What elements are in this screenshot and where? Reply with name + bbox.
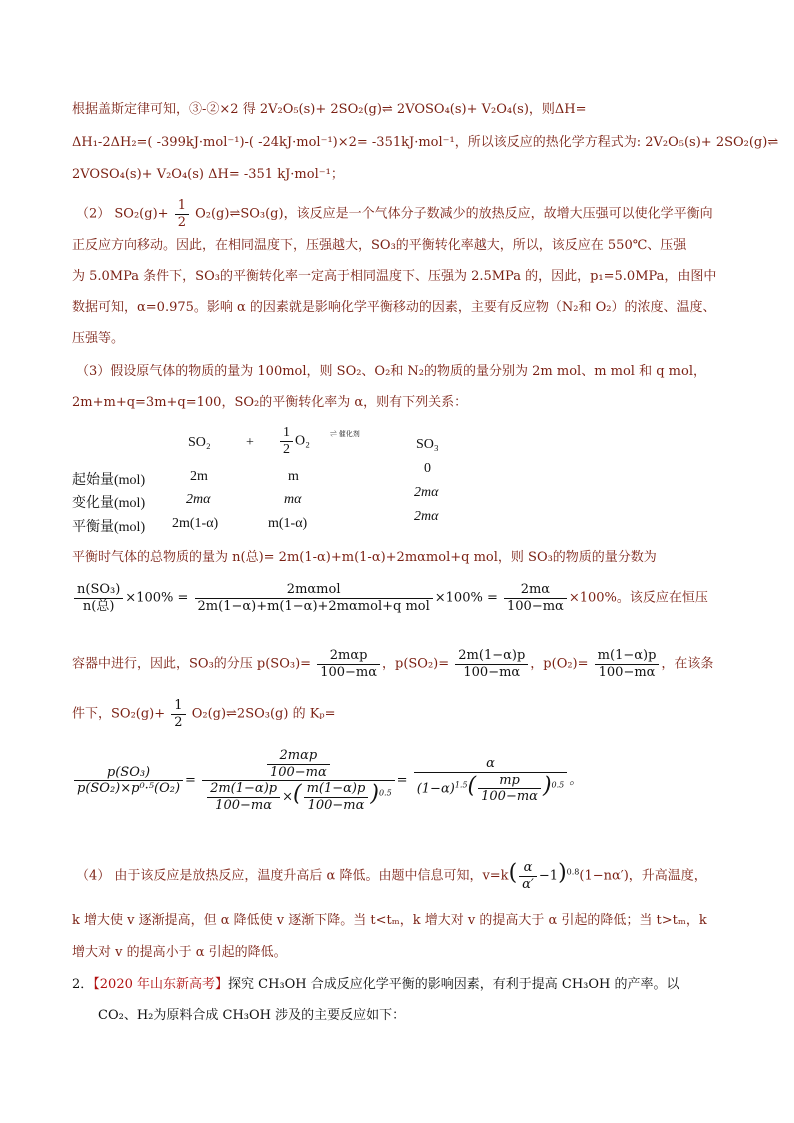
fraction-numerator: 1 — [177, 198, 186, 213]
fraction-denominator: n(总) — [74, 598, 123, 615]
fraction — [455, 648, 528, 680]
fraction — [195, 582, 433, 614]
paren-open: ( — [508, 860, 518, 886]
fraction — [175, 198, 189, 230]
text-segment: 容器中进行，因此，SO₃的分压 p(SO₃)= — [72, 656, 312, 672]
fraction-denominator: 100−mα — [595, 664, 660, 681]
text-segment: ，在该条 — [661, 656, 714, 672]
fraction-denominator: 100−mα — [207, 797, 280, 814]
fraction-numerator: 2m(1−α)p — [458, 648, 526, 663]
text-segment: （4） 由于该反应是放热反应，温度升高后 α 降低。由题中信息可知，v=k — [76, 868, 509, 884]
paren-open: ( — [293, 781, 302, 807]
fraction-numerator: mp — [499, 772, 520, 788]
text-segment: −1 — [538, 868, 559, 884]
fraction-denominator: α′ — [519, 876, 537, 893]
table-cell: 2m — [190, 469, 208, 484]
fraction-denominator: 2m(1−α)+m(1−α)+2mαmol+q mol — [195, 598, 433, 615]
fraction-denominator — [202, 780, 395, 813]
question-line — [72, 977, 680, 993]
text-segment: (1−nα′)，升高温度， — [579, 868, 707, 884]
text-segment: （2） SO₂(g)+ — [76, 206, 169, 222]
table-header-o2 — [278, 425, 310, 458]
fraction-denominator: 100−mα — [455, 664, 528, 681]
fraction-denominator — [414, 772, 568, 805]
fraction-denominator: 2 — [175, 214, 189, 231]
fraction-numerator: 2mαmol — [286, 582, 341, 597]
fraction — [595, 648, 660, 680]
equals-sign: = — [396, 773, 408, 789]
fraction-denominator: 100−mα — [478, 788, 541, 805]
fraction-numerator: p(SO₃) — [106, 764, 151, 780]
text-line: k 增大使 v 逐渐提高，但 α 降低使 v 逐渐下降。当 t<tₘ，k 增大对 v 的提高大于 α 引起的降低；当 t>tₘ，k — [72, 913, 707, 928]
text-line: 数据可知，α=0.975。影响 α 的因素就是影响化学平衡移动的因素，主要有反应物（N₂和 O₂）的浓度、温度、 — [72, 300, 716, 315]
catalyst-label: 催化剂 — [338, 430, 360, 438]
fraction-numerator: 2m(1−α)p — [210, 781, 278, 797]
fraction — [317, 648, 380, 680]
exponent: 1.5 — [454, 780, 468, 790]
fraction-numerator: α — [523, 860, 533, 875]
text-line: 增大对 v 的提高小于 α 引起的降低。 — [72, 945, 287, 960]
fraction-numerator: 2mαp — [279, 748, 318, 763]
fraction — [280, 425, 293, 458]
table-cell: 2mα — [414, 509, 439, 524]
fraction — [74, 582, 123, 614]
text-line: CO₂、H₂为原料合成 CH₃OH 涉及的主要反应如下： — [98, 1008, 406, 1023]
text-segment: ×100% = — [434, 590, 498, 606]
fraction — [414, 756, 568, 805]
paren-open: ( — [467, 773, 477, 799]
fraction-numerator — [202, 748, 395, 780]
text-segment: 探究 CH₃OH 合成反应化学平衡的影响因素，有利于提高 CH₃OH 的产率。以 — [228, 977, 680, 992]
table-row-label: 平衡量(mol) — [72, 520, 146, 535]
text-line: 正反应方向移动。因此，在相同温度下，压强越大，SO₃的平衡转化率越大，所以，该反应在 550℃、压强 — [72, 238, 687, 253]
exponent: 0.5 — [378, 788, 392, 798]
fraction — [202, 748, 395, 813]
text-line — [76, 198, 713, 230]
table-cell: 2mα — [414, 485, 439, 500]
question-number: 2． — [72, 977, 94, 992]
times-sign: × — [282, 789, 293, 805]
table-cell: 2mα — [186, 492, 211, 507]
text-line: 平衡时气体的总物质的量为 n(总)= 2m(1-α)+m(1-α)+2mαmol+q mol，则 SO₃的物质的量分数为 — [72, 550, 657, 565]
source-tag: 【2020 年山东新高考】 — [93, 977, 228, 992]
table-header-so3: SO₃ — [416, 437, 439, 452]
text-line: ΔH₁-2ΔH₂=( -399kJ·mol⁻¹)-( -24kJ·mol⁻¹)×2= -351kJ·mol⁻¹，所以该反应的热化学方程式为: 2V₂O₅(s)+ 2SO₂(g)⇌ — [72, 135, 779, 150]
text-line: 根据盖斯定律可知，③-②×2 得 2V₂O₅(s)+ 2SO₂(g)⇌ 2VOSO₄(s)+ V₂O₄(s)，则ΔH= — [72, 102, 587, 117]
fraction-numerator: 1 — [283, 425, 290, 440]
fraction-denominator: 100−mα — [504, 598, 567, 615]
fraction-numerator: 2mα — [520, 582, 551, 597]
exponent: 0.5 — [551, 780, 565, 790]
text-line: 压强等。 — [72, 331, 125, 346]
text-segment: (1−α) — [416, 781, 455, 797]
equals-sign: = — [185, 773, 196, 789]
text-segment: ，p(SO₂)= — [382, 656, 450, 672]
fraction-numerator: 1 — [174, 698, 183, 713]
text-segment: ，p(O₂)= — [530, 656, 589, 672]
fraction-denominator: 100−mα — [304, 797, 369, 814]
formula-line — [72, 698, 336, 730]
exponent: 0.8 — [566, 867, 580, 877]
fraction — [504, 582, 567, 614]
fraction — [519, 860, 537, 892]
fraction — [267, 748, 330, 780]
table-cell: m(1-α) — [268, 516, 308, 531]
table-header-so2: SO₂ — [188, 435, 211, 450]
table-header-plus: + — [246, 435, 254, 450]
table-cell: m — [288, 469, 299, 484]
paren-close: ) — [542, 773, 552, 799]
formula-line — [72, 648, 713, 680]
equilibrium-table — [72, 425, 492, 540]
text-line: 2VOSO₄(s)+ V₂O₄(s) ΔH= -351 kJ·mol⁻¹； — [72, 167, 344, 182]
fraction-denominator: 2 — [280, 441, 293, 458]
kp-expression — [72, 748, 582, 813]
table-cell: 2m(1-α) — [172, 516, 219, 531]
fraction — [478, 773, 541, 805]
text-line: （3）假设原气体的物质的量为 100mol，则 SO₂、O₂和 N₂的物质的量分别为 2m mol、m mol 和 q mol， — [76, 364, 706, 379]
fraction-numerator: n(SO₃) — [77, 582, 121, 597]
table-cell: mα — [284, 492, 302, 507]
fraction — [207, 781, 280, 813]
fraction-denominator: p(SO₂)×p⁰·⁵(O₂) — [74, 780, 183, 797]
text-segment: ×100%。该反应在恒压 — [568, 590, 708, 606]
table-row-label: 起始量(mol) — [72, 473, 146, 488]
text-segment: O₂(g)⇌2SO₃(g) 的 Kₚ= — [191, 706, 336, 722]
fraction-denominator: 2 — [171, 714, 185, 731]
fraction-numerator: m(1−α)p — [597, 648, 657, 663]
formula-line — [76, 860, 707, 892]
formula-line — [72, 582, 708, 614]
fraction — [304, 781, 369, 813]
table-header-o2-label: O₂ — [295, 433, 310, 449]
fraction-numerator: 2mαp — [329, 648, 368, 663]
reaction-arrow: ⇌ 催化剂 — [330, 430, 360, 438]
paren-close: ) — [370, 781, 379, 807]
fraction-numerator: α — [486, 756, 495, 772]
text-line: 2m+m+q=3m+q=100，SO₂的平衡转化率为 α，则有下列关系： — [72, 395, 468, 410]
fraction — [171, 698, 185, 730]
fraction-denominator: 100−mα — [317, 664, 380, 681]
text-line: 为 5.0MPa 条件下，SO₃的平衡转化率一定高于相同温度下、压强为 2.5MPa 的，因此，p₁=5.0MPa，由图中 — [72, 269, 717, 284]
fraction-denominator: 100−mα — [267, 764, 330, 781]
text-segment: O₂(g)⇌SO₃(g)，该反应是一个气体分子数减少的放热反应，故增大压强可以使化学平衡向 — [195, 206, 713, 222]
period: 。 — [569, 773, 583, 789]
paren-close: ) — [558, 860, 567, 886]
text-segment: ×100% = — [125, 590, 189, 606]
fraction-numerator: m(1−α)p — [306, 781, 366, 797]
table-row-label: 变化量(mol) — [72, 496, 146, 511]
fraction — [74, 765, 183, 797]
text-segment: 件下，SO₂(g)+ — [72, 706, 166, 722]
table-cell: 0 — [424, 461, 431, 476]
